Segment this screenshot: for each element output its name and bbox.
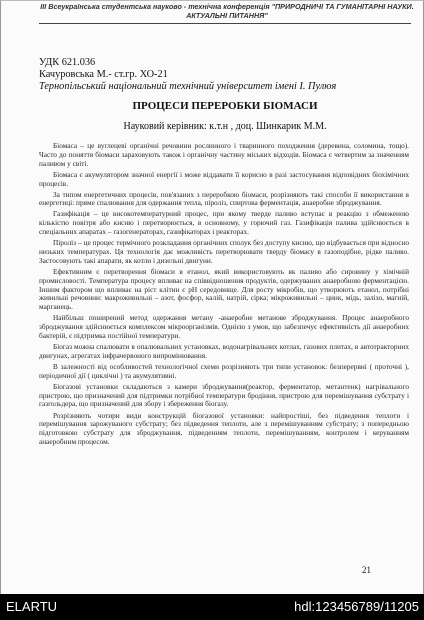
- page-number: 21: [362, 565, 371, 575]
- article-title: ПРОЦЕСИ ПЕРЕРОБКИ БІОМАСИ: [132, 100, 318, 112]
- header-rule: [39, 23, 411, 24]
- paragraph: Біомаса – це вуглецеві органічні речовини рослинного і тваринного походження (деревина, соломина, тощо). Часто до поняття біомаси зараховують також і органічну частину міських відходів. Біомаса є четвертим за значенням паливом у світі.: [39, 141, 409, 168]
- conference-header: III Всеукраїнська студентська науково - технічна конференція "ПРИРОДНИЧІ ТА ГУМАНІТАРНІ НАУКИ. АКТУАЛЬНІ ПИТАННЯ": [40, 2, 414, 20]
- article-body: [39, 142, 409, 449]
- udc-code: УДК 621.036: [39, 57, 96, 68]
- paragraph: Розрізняють чотири види конструкцій біогазової установки: найпростіші, без підведення теплоти і перемішування зарожуваного субстрату; без підведення теплоти, але з перемішуванням субстрату; з попередньою підготовкою субстрату для зброджування, підведенням теплоти, перемішуванням, контролем і керуванням анаеробним процесом.: [39, 410, 409, 447]
- author-line: Качуровська М.- ст.гр. ХО-21: [39, 69, 168, 80]
- paragraph: Ефективним є перетворення біомаси в етанол, який використовують як паливо або сировину у хімічній промисловості. Температура процесу впливає на співвідношення продуктів, одержуваних анаеробною ферментацією. Іншим фактором що впливає на ріст клітин є pH середовище. Для росту мікробів, що утворюють етанол, потрібні живильні речовини: макроживильні – азот, фосфор, калій, натрій, сірка; мікроживильні – цинк, мідь, залізо, магній, марганець.: [39, 266, 409, 312]
- paragraph: Піроліз – це процес термічного розкладання органічних сполук без доступу кисню, що відбувається при відносно низьких температурах. Ця технологія дає можливість перетворювати тверду біомасу в газоподібне, рідке паливо. Застосовують такі апарати, як котли і дизельні двигуни.: [39, 238, 409, 265]
- university-line: Тернопільський національний технічний університет імені І. Пулюя: [39, 81, 337, 92]
- paragraph: Біомаса є акумулятором значної енергії і може віддавати її корисно в разі застосування відповідних біохімічних процесів.: [39, 169, 409, 188]
- repository-footer: [0, 594, 424, 620]
- paragraph: Найбільш поширений метод одержання метану -анаеробне метанове зброджування. Процес анаеробного зброджування здійснюється комплексом мікроорганізмів. Однією з умов, що забезпечує ефективність дії анаеробних бактерій, є підтримка постійної температури.: [39, 313, 409, 340]
- paragraph: Біогаз можна спалювати в опалювальних установках, водонагрівальних котлах, газових плитах, в автотракторних двигунах, агрегатах інфрачервоного випромінювання.: [39, 342, 409, 360]
- supervisor-line: Науковий керівник: к.т.н , доц. Шинкарик М.М.: [123, 121, 327, 132]
- repository-name: ELARTU: [6, 599, 58, 614]
- paragraph: В залежності від особливостей технологічної схеми розрізняють три типи установок: безперервні ( проточні ), періодичної дії ( циклічні ) та акумулятивні.: [39, 361, 409, 380]
- handle-link[interactable]: hdl:123456789/11205: [294, 599, 419, 614]
- paragraph: Газифікація – це високотемпературний процес, при якому тверде паливо вступає в реакцію з обмеженою кількістю повітря або кисню і перетворюється, в основному, у горючий газ. Газифікація палива здійснюється в спеціальних апаратах – газогенераторах, газифікаторах і реакторах.: [39, 209, 409, 237]
- paragraph: За типом енергетичних процесів, пов'язаних з переробкою біомаси, розрізняють такі способи її використання в енергетиці: пряме спалювання для одержання тепла, піроліз, спиртова ферментація, анаеробне зброджування.: [39, 189, 409, 208]
- paragraph: Біогазові установки складаються з камери зброджування(реактор, ферментатор, метантенк) нагрівального пристрою, що призначений для підтримки потрібної температури бродіння, пристрою для перемішування субстрату і газгольдера, що призначений для збору і збереження біогазу.: [39, 381, 409, 409]
